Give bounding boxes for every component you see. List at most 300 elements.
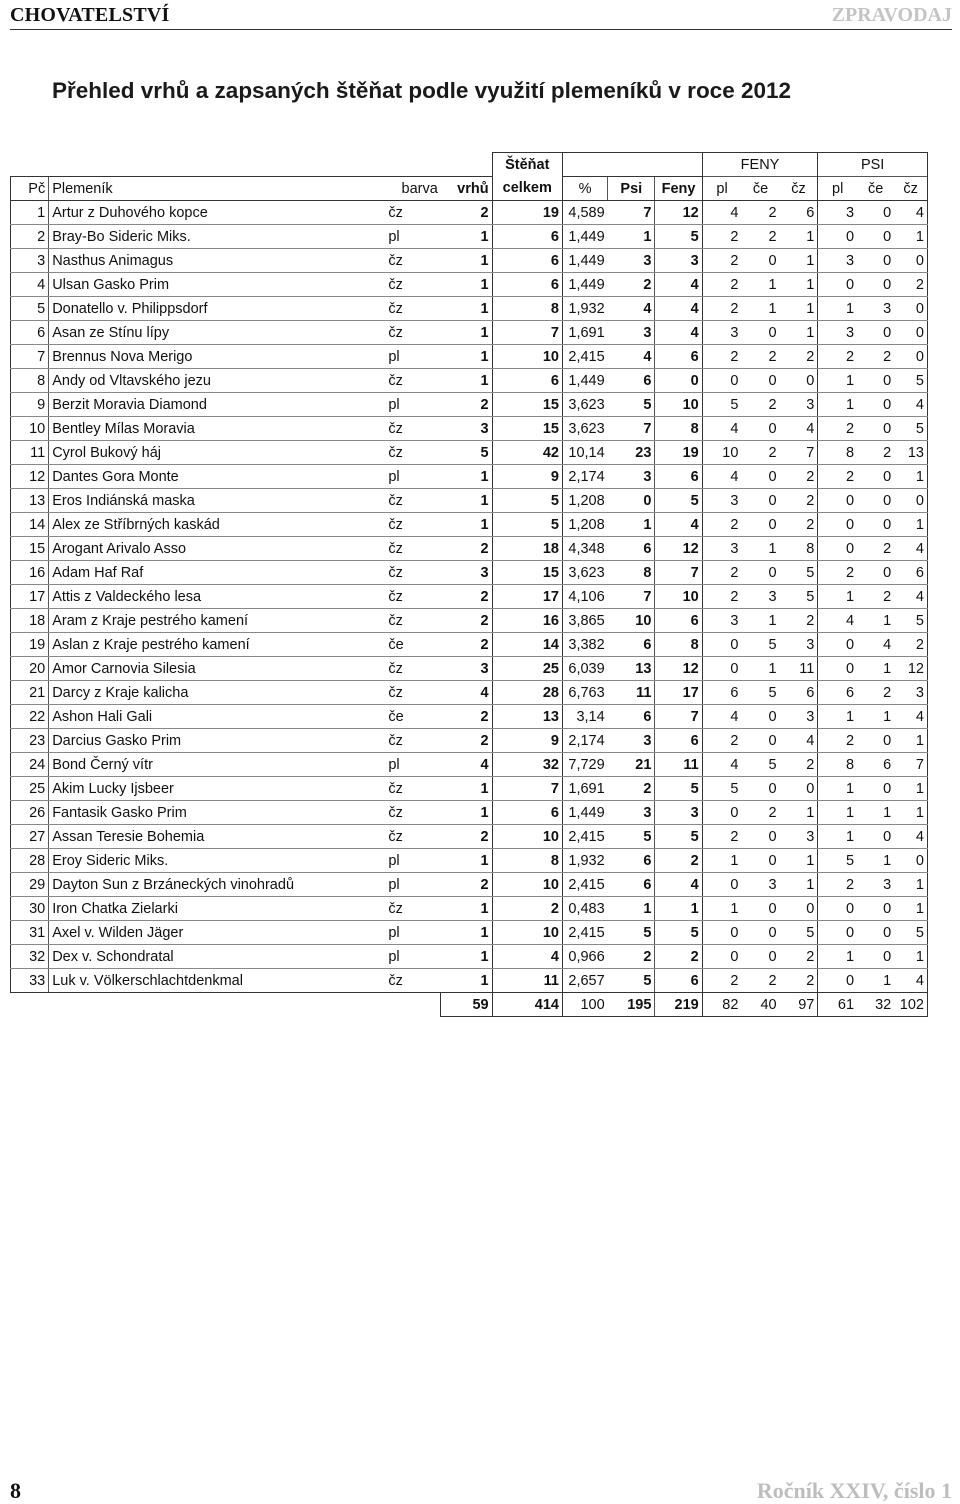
puppies-total: 10 [492,873,562,897]
males-pl: 1 [818,705,857,729]
puppies-total: 6 [492,225,562,249]
males-ce: 4 [857,633,894,657]
females-ce: 0 [741,513,779,537]
volume-label: Ročník XXIV, číslo 1 [756,1478,952,1503]
males-cz: 3 [894,681,927,705]
row-number: 9 [11,393,49,417]
males-cz: 0 [894,321,927,345]
females: 5 [655,225,702,249]
sire-name: Ulsan Gasko Prim [49,273,351,297]
litters: 2 [441,537,492,561]
sire-name: Attis z Valdeckého lesa [49,585,351,609]
females: 3 [655,249,702,273]
puppies-total: 8 [492,849,562,873]
females-pl: 0 [702,945,741,969]
col-header: % [562,177,607,201]
puppies-total: 10 [492,345,562,369]
puppies-percent: 1,449 [562,225,607,249]
males-cz: 1 [894,513,927,537]
col-header: Feny [655,177,702,201]
color: čz [350,489,440,513]
litters: 2 [441,585,492,609]
litters: 1 [441,465,492,489]
litters: 1 [441,849,492,873]
row-number: 11 [11,441,49,465]
puppies-percent: 2,174 [562,465,607,489]
males-ce: 1 [857,849,894,873]
section-name: CHOVATELSTVÍ [10,4,170,26]
females: 8 [655,417,702,441]
females-pl: 2 [702,513,741,537]
total-cell: 59 [441,993,492,1017]
females-cz: 2 [780,753,818,777]
females-ce: 5 [741,681,779,705]
col-header: Plemeník [49,177,351,201]
puppies-percent: 7,729 [562,753,607,777]
females-cz: 2 [780,465,818,489]
males-ce: 1 [857,801,894,825]
color: čz [350,249,440,273]
row-number: 5 [11,297,49,321]
total-cell: 102 [894,993,927,1017]
males-ce: 3 [857,297,894,321]
puppies-total: 15 [492,417,562,441]
row-number: 33 [11,969,49,993]
litters: 1 [441,897,492,921]
puppies-percent: 4,589 [562,201,607,225]
males-pl: 0 [818,273,857,297]
puppies-total: 14 [492,633,562,657]
males: 8 [608,561,655,585]
sire-name: Berzit Moravia Diamond [49,393,351,417]
males: 5 [608,969,655,993]
males-cz: 4 [894,705,927,729]
males: 2 [608,777,655,801]
females-pl: 3 [702,609,741,633]
males: 2 [608,945,655,969]
females-ce: 0 [741,945,779,969]
males-ce: 0 [857,273,894,297]
males: 5 [608,921,655,945]
females-pl: 2 [702,585,741,609]
males-pl: 1 [818,585,857,609]
males-pl: 3 [818,201,857,225]
males: 4 [608,297,655,321]
row-number: 1 [11,201,49,225]
puppies-total: 13 [492,705,562,729]
males: 3 [608,465,655,489]
males-cz: 4 [894,537,927,561]
males-pl: 1 [818,825,857,849]
males-pl: 1 [818,945,857,969]
color: pl [350,921,440,945]
total-cell: 40 [741,993,779,1017]
males-cz: 1 [894,465,927,489]
females: 10 [655,585,702,609]
females-ce: 5 [741,633,779,657]
males-ce: 0 [857,921,894,945]
males-cz: 1 [894,225,927,249]
puppies-total: 6 [492,273,562,297]
females-pl: 0 [702,657,741,681]
col-header: pl [702,177,741,201]
females-ce: 0 [741,825,779,849]
color: čz [350,657,440,681]
puppies-total: 7 [492,321,562,345]
col-header: čz [894,177,927,201]
puppies-percent: 1,449 [562,369,607,393]
females-cz: 4 [780,417,818,441]
females-pl: 4 [702,417,741,441]
group-header-row [11,153,928,177]
males-pl: 8 [818,753,857,777]
table-row [11,297,928,321]
color: čz [350,777,440,801]
females-pl: 1 [702,849,741,873]
males: 1 [608,225,655,249]
total-cell: 219 [655,993,702,1017]
females: 6 [655,465,702,489]
color: pl [350,945,440,969]
females: 19 [655,441,702,465]
table-row [11,945,928,969]
table-row [11,873,928,897]
puppies-percent: 4,106 [562,585,607,609]
puppies-percent: 3,623 [562,417,607,441]
males: 6 [608,873,655,897]
females-pl: 6 [702,681,741,705]
page-title: Přehled vrhů a zapsaných štěňat podle využití plemeníků v roce 2012 [52,78,792,103]
males-ce: 1 [857,657,894,681]
females: 6 [655,729,702,753]
females-ce: 0 [741,465,779,489]
females-ce: 0 [741,489,779,513]
puppies-percent: 0,966 [562,945,607,969]
row-number: 10 [11,417,49,441]
females-pl: 4 [702,465,741,489]
males-cz: 4 [894,201,927,225]
sire-name: Brennus Nova Merigo [49,345,351,369]
males-pl: 0 [818,657,857,681]
females-cz: 6 [780,681,818,705]
sire-name: Dex v. Schondratal [49,945,351,969]
males: 7 [608,585,655,609]
table-row [11,321,928,345]
males-cz: 12 [894,657,927,681]
males: 5 [608,393,655,417]
color: čz [350,417,440,441]
females-cz: 5 [780,921,818,945]
males-cz: 4 [894,825,927,849]
females-cz: 2 [780,969,818,993]
females: 12 [655,537,702,561]
sire-name: Eros Indiánská maska [49,489,351,513]
sire-name: Arogant Arivalo Asso [49,537,351,561]
males: 3 [608,729,655,753]
sire-name: Alex ze Stříbrných kaskád [49,513,351,537]
females-ce: 0 [741,369,779,393]
females-pl: 2 [702,729,741,753]
puppies-total: 6 [492,801,562,825]
row-number: 15 [11,537,49,561]
females-cz: 7 [780,441,818,465]
sire-name: Asan ze Stínu lípy [49,321,351,345]
total-cell: 97 [780,993,818,1017]
sire-name: Ashon Hali Gali [49,705,351,729]
females: 12 [655,201,702,225]
puppies-total: 28 [492,681,562,705]
males-cz: 5 [894,369,927,393]
litters: 4 [441,681,492,705]
table-row [11,249,928,273]
puppies-percent: 1,932 [562,297,607,321]
females: 0 [655,369,702,393]
males-cz: 13 [894,441,927,465]
females-pl: 4 [702,753,741,777]
males-ce: 1 [857,969,894,993]
females-ce: 2 [741,225,779,249]
sire-name: Dayton Sun z Brzáneckých vinohradů [49,873,351,897]
females-ce: 0 [741,849,779,873]
females: 4 [655,513,702,537]
females-cz: 1 [780,297,818,321]
males-cz: 0 [894,297,927,321]
row-number: 21 [11,681,49,705]
males-cz: 5 [894,609,927,633]
puppies-percent: 2,657 [562,969,607,993]
puppies-percent: 3,382 [562,633,607,657]
males-pl: 4 [818,609,857,633]
puppies-percent: 1,449 [562,273,607,297]
sire-name: Axel v. Wilden Jäger [49,921,351,945]
col-header: vrhů [441,177,492,201]
males-pl: 0 [818,489,857,513]
males: 11 [608,681,655,705]
males: 2 [608,273,655,297]
litters: 1 [441,801,492,825]
sire-name: Donatello v. Philippsdorf [49,297,351,321]
color: čz [350,969,440,993]
color: čz [350,273,440,297]
males-pl: 2 [818,561,857,585]
males-ce: 2 [857,585,894,609]
females-cz: 2 [780,945,818,969]
table-row [11,657,928,681]
males-cz: 0 [894,849,927,873]
row-number: 24 [11,753,49,777]
sire-name: Assan Teresie Bohemia [49,825,351,849]
table-row [11,561,928,585]
females-ce: 2 [741,393,779,417]
litters: 1 [441,249,492,273]
males-ce: 0 [857,825,894,849]
puppies-total: 6 [492,249,562,273]
sire-name: Fantasik Gasko Prim [49,801,351,825]
table-row [11,849,928,873]
sire-name: Aram z Kraje pestrého kamení [49,609,351,633]
publication-name: ZPRAVODAJ [831,4,952,26]
females-pl: 0 [702,873,741,897]
males-cz: 0 [894,249,927,273]
color: pl [350,753,440,777]
col-header: Psi [608,177,655,201]
females: 6 [655,609,702,633]
litters: 2 [441,873,492,897]
females-ce: 0 [741,417,779,441]
females-pl: 2 [702,273,741,297]
females-pl: 3 [702,537,741,561]
males-cz: 1 [894,729,927,753]
color: čz [350,801,440,825]
females-pl: 0 [702,801,741,825]
males-cz: 1 [894,945,927,969]
puppies-total: 9 [492,465,562,489]
females-pl: 2 [702,561,741,585]
males-cz: 4 [894,393,927,417]
males-pl: 1 [818,369,857,393]
males: 6 [608,369,655,393]
females: 10 [655,393,702,417]
puppies-total: 2 [492,897,562,921]
litters: 1 [441,273,492,297]
females: 3 [655,801,702,825]
females-cz: 8 [780,537,818,561]
females: 5 [655,921,702,945]
litters: 2 [441,705,492,729]
females-pl: 2 [702,297,741,321]
litters: 1 [441,945,492,969]
males-pl: 0 [818,633,857,657]
females-pl: 4 [702,705,741,729]
litters: 1 [441,489,492,513]
males-ce: 2 [857,537,894,561]
males-cz: 1 [894,897,927,921]
row-number: 17 [11,585,49,609]
litters: 1 [441,921,492,945]
females: 17 [655,681,702,705]
females-pl: 2 [702,825,741,849]
males-ce: 6 [857,753,894,777]
males: 1 [608,897,655,921]
females-cz: 1 [780,321,818,345]
litters: 1 [441,969,492,993]
males: 7 [608,201,655,225]
litters: 2 [441,825,492,849]
row-number: 26 [11,801,49,825]
males-ce: 0 [857,201,894,225]
females-pl: 3 [702,489,741,513]
puppies-group-header: Štěňat [492,153,562,177]
females-ce: 2 [741,441,779,465]
row-number: 29 [11,873,49,897]
row-number: 19 [11,633,49,657]
sire-name: Dantes Gora Monte [49,465,351,489]
females-ce: 3 [741,873,779,897]
males-ce: 0 [857,465,894,489]
females-cz: 1 [780,273,818,297]
sire-name: Iron Chatka Zielarki [49,897,351,921]
females-cz: 1 [780,801,818,825]
males: 0 [608,489,655,513]
males-pl: 0 [818,969,857,993]
females-cz: 2 [780,609,818,633]
sire-name: Aslan z Kraje pestrého kamení [49,633,351,657]
row-number: 14 [11,513,49,537]
females-cz: 3 [780,705,818,729]
females-cz: 1 [780,873,818,897]
table-row [11,393,928,417]
females: 12 [655,657,702,681]
puppies-total: 17 [492,585,562,609]
females: 4 [655,321,702,345]
females-ce: 1 [741,273,779,297]
puppies-total: 15 [492,393,562,417]
total-cell: 414 [492,993,562,1017]
litters: 2 [441,201,492,225]
puppies-percent: 3,865 [562,609,607,633]
females-pl: 2 [702,225,741,249]
females-cz: 11 [780,657,818,681]
males-ce: 0 [857,249,894,273]
table-row [11,225,928,249]
col-header: pl [818,177,857,201]
sire-name: Amor Carnovia Silesia [49,657,351,681]
table-row [11,585,928,609]
color: čz [350,297,440,321]
sire-name: Bray-Bo Sideric Miks. [49,225,351,249]
males-pl: 1 [818,801,857,825]
males-ce: 0 [857,729,894,753]
row-number: 16 [11,561,49,585]
total-cell: 61 [818,993,857,1017]
puppies-percent: 3,623 [562,561,607,585]
males-ce: 0 [857,777,894,801]
litters: 2 [441,729,492,753]
males-cz: 1 [894,873,927,897]
color: če [350,705,440,729]
females-ce: 0 [741,729,779,753]
males-cz: 1 [894,777,927,801]
females-ce: 2 [741,201,779,225]
males-pl: 0 [818,921,857,945]
litters: 2 [441,609,492,633]
females-pl: 0 [702,921,741,945]
puppies-total: 10 [492,825,562,849]
females: 7 [655,705,702,729]
col-header: Pč [11,177,49,201]
males-ce: 3 [857,873,894,897]
row-number: 12 [11,465,49,489]
females-cz: 2 [780,345,818,369]
total-cell: 32 [857,993,894,1017]
puppies-percent: 4,348 [562,537,607,561]
males-ce: 0 [857,513,894,537]
table-row [11,513,928,537]
females-ce: 5 [741,753,779,777]
sire-name: Cyrol Bukový háj [49,441,351,465]
females-ce: 0 [741,921,779,945]
males: 23 [608,441,655,465]
table-row [11,441,928,465]
males-ce: 0 [857,945,894,969]
color: čz [350,729,440,753]
males-cz: 4 [894,585,927,609]
litters: 1 [441,225,492,249]
females-ce: 1 [741,537,779,561]
table-row [11,729,928,753]
row-number: 20 [11,657,49,681]
table-row [11,921,928,945]
